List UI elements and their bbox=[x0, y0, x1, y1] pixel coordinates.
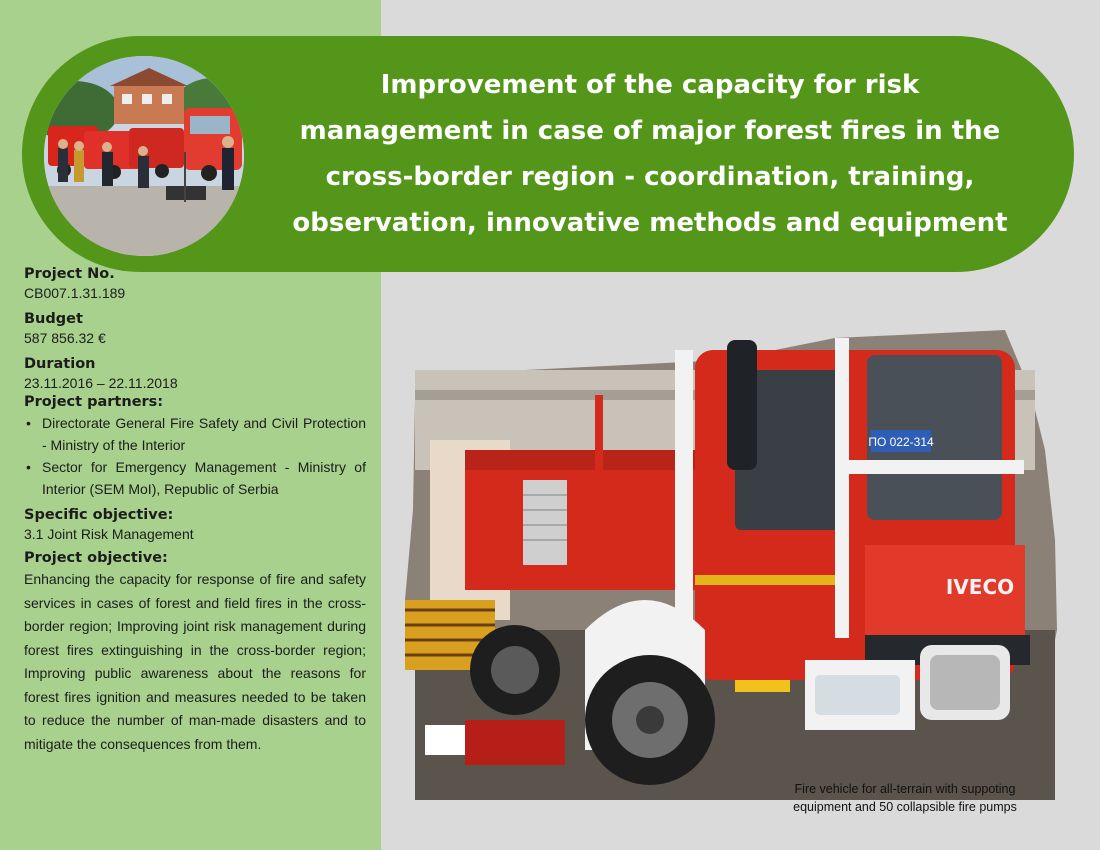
duration-value: 23.11.2016 – 22.11.2018 bbox=[24, 375, 178, 391]
budget-value: 587 856.32 € bbox=[24, 330, 106, 346]
budget-label: Budget bbox=[24, 311, 83, 327]
partner-text: Directorate General Fire Safety and Civil Protection - Ministry of the Interior bbox=[42, 415, 366, 453]
specific-objective-value: 3.1 Joint Risk Management bbox=[24, 526, 194, 542]
duration-label: Duration bbox=[24, 356, 96, 372]
project-no-label: Project No. bbox=[24, 266, 115, 282]
project-objective-text: Enhancing the capacity for response of fire and safety services in cases of forest and field fires in the cross-border region; Improving joint risk management during forest fires extinguishing in the cross-border region; Improving public awareness about the reasons for forest fires ignition and measures needed to be taken to reduce the number of man-made disasters and to mitigate the consequences from them. bbox=[24, 571, 366, 752]
project-objective-label: Project objective: bbox=[24, 550, 168, 566]
photo-caption: Fire vehicle for all-terrain with suppoting equipment and 50 collapsible fire pumps bbox=[793, 782, 1017, 814]
project-no-value: CB007.1.31.189 bbox=[24, 285, 126, 301]
partner-item bbox=[24, 456, 366, 500]
partner-text: Sector for Emergency Management - Ministry of Interior (SEM MoI), Republic of Serbia bbox=[42, 459, 366, 497]
bullet-icon: • bbox=[26, 459, 31, 475]
specific-objective-label: Specific objective: bbox=[24, 507, 174, 523]
bullet-icon: • bbox=[26, 415, 31, 431]
page-title: Improvement of the capacity for risk management in case of major forest fires in the cross-border region - coordination, training, observation, innovative methods and equipment bbox=[292, 70, 1008, 238]
fire-truck-illustration bbox=[405, 330, 1065, 800]
partners-label: Project partners: bbox=[24, 394, 164, 410]
truck-brand: IVECO bbox=[945, 575, 1015, 599]
event-photo bbox=[44, 56, 244, 256]
event-photo-illustration bbox=[44, 56, 244, 256]
partners-list bbox=[24, 412, 366, 500]
fire-truck-photo bbox=[405, 330, 1065, 800]
truck-plate: ПО 022-314 bbox=[868, 435, 934, 449]
project-info bbox=[24, 264, 366, 756]
partner-item bbox=[24, 412, 366, 456]
